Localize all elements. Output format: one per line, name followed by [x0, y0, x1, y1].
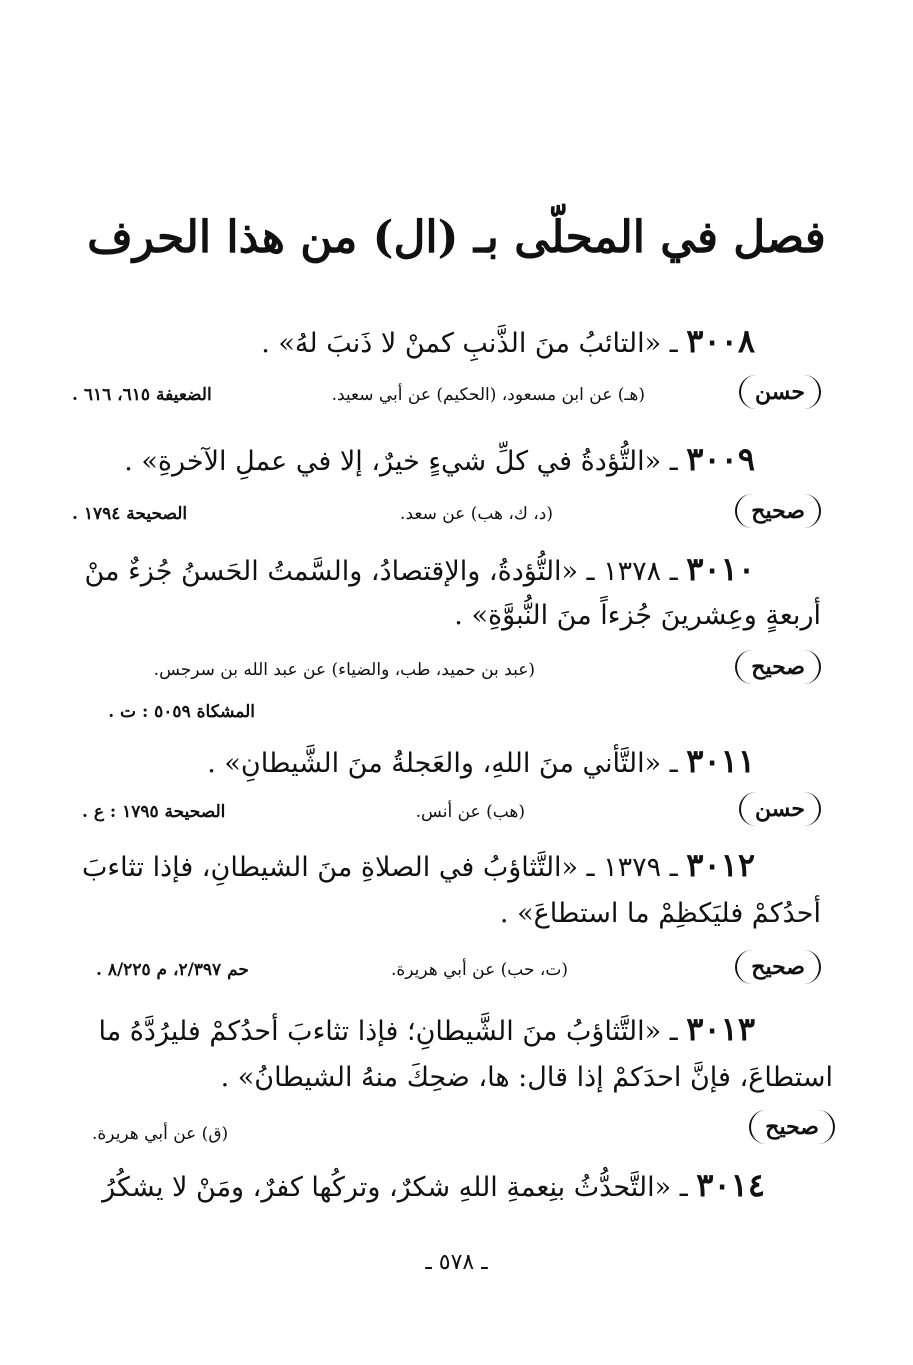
grade-badge: صحيح: [749, 1110, 835, 1144]
hadith-number: ٣٠١٣: [686, 1010, 755, 1048]
hadith-reference: الصحيحة ١٧٩٥ : ع .: [82, 802, 226, 822]
hadith-source: (عبد بن حميد، طب، والضياء) عن عبد الله بن سرجس.: [153, 660, 535, 680]
grade-badge: حسن: [739, 375, 821, 409]
hadith-source: (هـ) عن ابن مسعود، (الحكيم) عن أبي سعيد.: [331, 385, 645, 405]
hadith-3008-line-1: ٣٠٠٨ ـ «التائبُ منَ الذَّنبِ كمنْ لا ذَنبَ لهُ» .: [261, 322, 755, 360]
page-number: ـ ٥٧٨ ـ: [425, 1250, 488, 1275]
hadith-3010-line-1: ٣٠١٠ ـ ١٣٧٨ ـ «التُّؤدةُ، والإقتصادُ، والسَّمتُ الحَسنُ جُزءٌ منْ: [84, 550, 755, 588]
hadith-number: ٣٠٠٨: [686, 322, 755, 360]
hadith-number: ٣٠٠٩: [686, 440, 755, 478]
grade-badge: صحيح: [735, 494, 821, 528]
hadith-3012-line-2: أحدُكمْ فليَكظِمْ ما استطاعَ» .: [499, 898, 821, 929]
hadith-3014-line-1: ٣٠١٤ ـ «التَّحدُّثُ بنِعمةِ اللهِ شكرٌ، وتركُها كفرٌ، ومَنْ لا يشكُرُ: [102, 1166, 765, 1204]
hadith-number: ٣٠١١: [686, 742, 755, 780]
hadith-reference: الصحيحة ١٧٩٤ .: [72, 504, 188, 524]
hadith-3012-line-1: ٣٠١٢ ـ ١٣٧٩ ـ «التَّثاؤبُ في الصلاةِ منَ الشيطانِ، فإذا تثاءبَ: [81, 846, 755, 884]
grade-badge: صحيح: [735, 950, 821, 984]
hadith-source: (د، ك، هب) عن سعد.: [400, 504, 553, 524]
hadith-3010-line-2: أربعةٍ وعِشرينَ جُزءاً منَ النُّبوَّةِ» .: [454, 600, 821, 631]
hadith-source: (ق) عن أبي هريرة.: [92, 1124, 229, 1144]
grade-badge: حسن: [739, 792, 821, 826]
hadith-reference: الضعيفة ٦١٥، ٦١٦ .: [72, 385, 212, 405]
hadith-reference: حم ٢/٣٩٧، م ٨/٢٢٥ .: [96, 960, 249, 980]
section-title: فصل في المحلّى بـ (ال) من هذا الحرف: [87, 212, 826, 263]
hadith-reference: المشكاة ٥٠٥٩ : ت .: [108, 702, 255, 722]
hadith-3011-line-1: ٣٠١١ ـ «التَّأني منَ اللهِ، والعَجلةُ منَ الشَّيطانِ» .: [207, 742, 755, 780]
hadith-3013-line-1: ٣٠١٣ ـ «التَّثاؤبُ منَ الشَّيطانِ؛ فإذا تثاءبَ أحدُكمْ فليرُدَّهُ ما: [98, 1010, 755, 1048]
hadith-number: ٣٠١٤: [696, 1166, 765, 1204]
hadith-3013-line-2: استطاعَ، فإنَّ احدَكمْ إذا قال: ها، ضحِكَ منهُ الشيطانُ» .: [220, 1062, 833, 1093]
hadith-number: ٣٠١٠: [686, 550, 755, 588]
hadith-source: (هب) عن أنس.: [415, 802, 525, 822]
hadith-3009-line-1: ٣٠٠٩ ـ «التُّؤدةُ في كلِّ شيءٍ خيرٌ، إلا في عملِ الآخرةِ» .: [124, 440, 755, 478]
hadith-number: ٣٠١٢: [686, 846, 755, 884]
grade-badge: صحيح: [735, 650, 821, 684]
hadith-source: (ت، حب) عن أبي هريرة.: [390, 960, 568, 980]
